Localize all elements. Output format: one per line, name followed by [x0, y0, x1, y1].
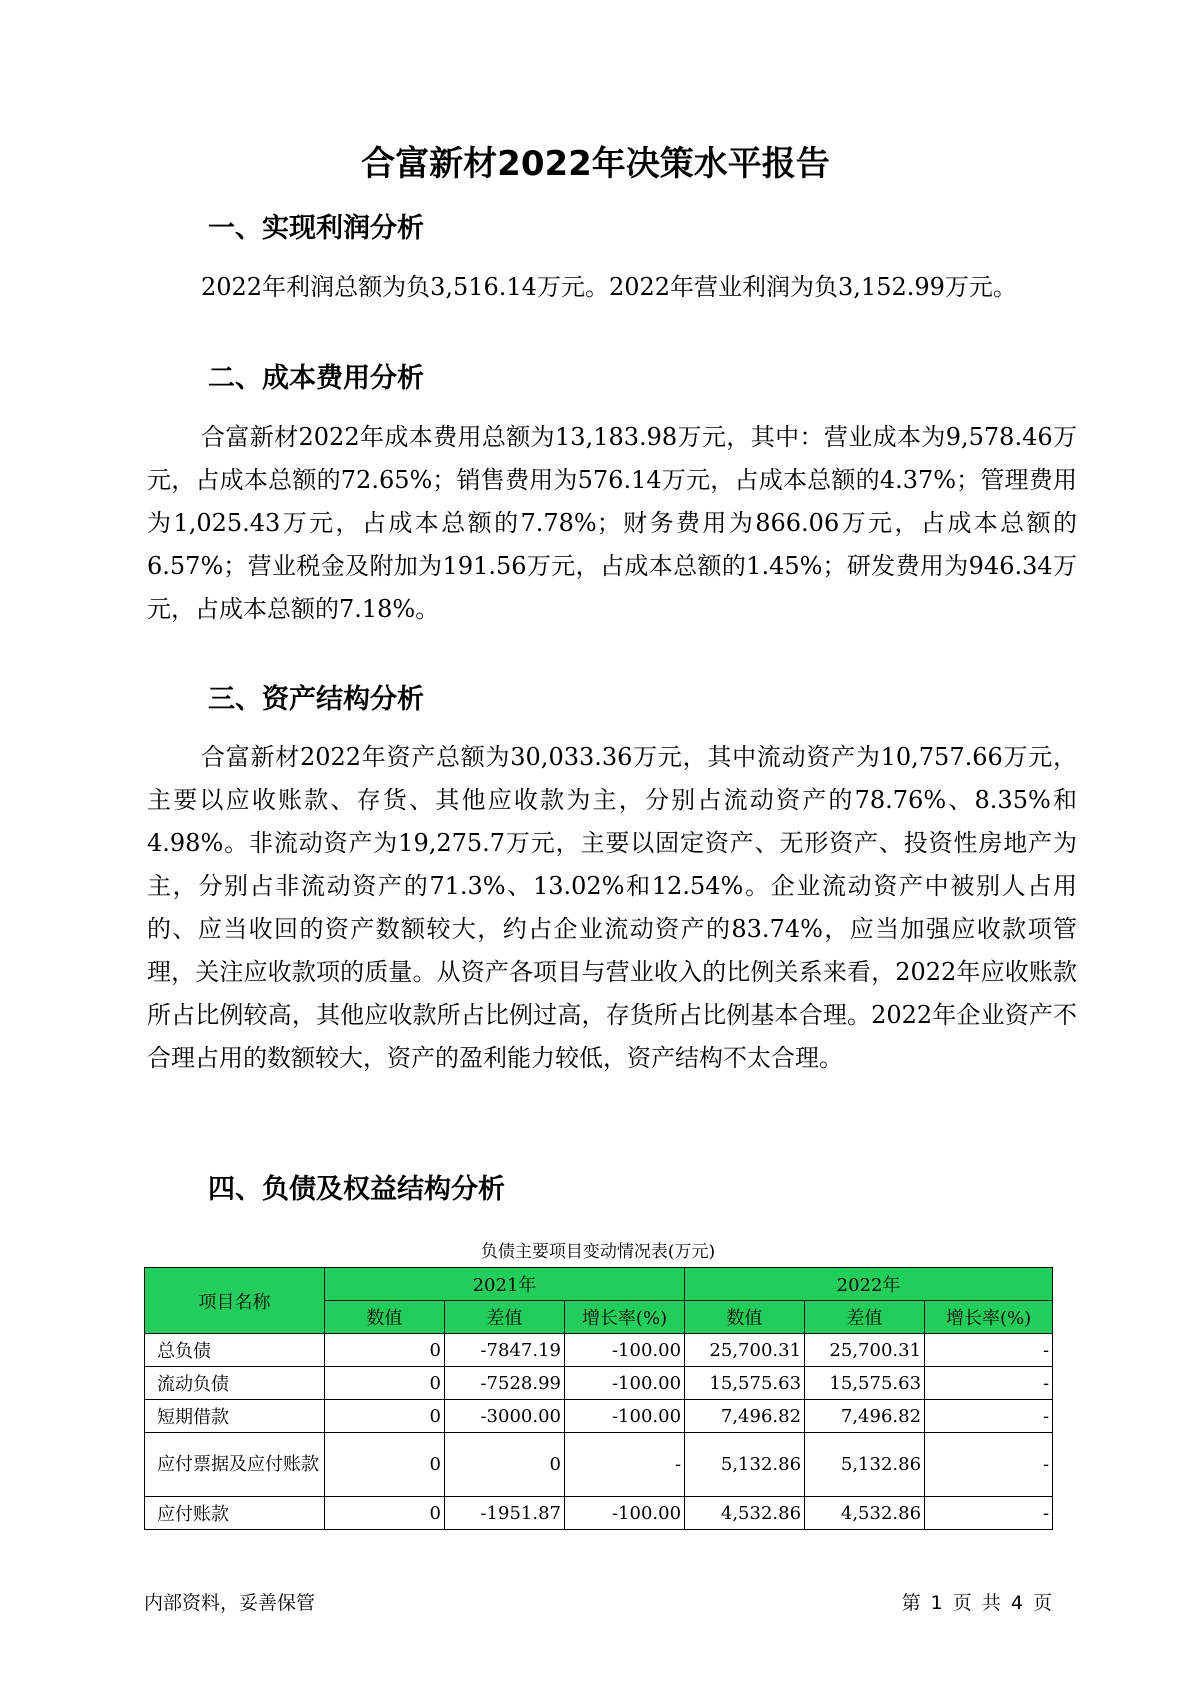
row-value-2022: 25,700.31 — [685, 1334, 805, 1367]
header-diff-2021: 差值 — [445, 1301, 565, 1334]
row-diff-2021: -3000.00 — [445, 1400, 565, 1433]
liabilities-table — [144, 1267, 1053, 1530]
row-name: 应付票据及应付账款 — [145, 1433, 325, 1497]
section-heading-liabilities: 四、负债及权益结构分析 — [208, 1174, 505, 1205]
row-growth-2022: - — [925, 1400, 1053, 1433]
row-diff-2022: 5,132.86 — [805, 1433, 925, 1497]
row-value-2021: 0 — [325, 1334, 445, 1367]
row-name: 短期借款 — [145, 1400, 325, 1433]
header-year-2021: 2021年 — [325, 1268, 685, 1301]
row-value-2022: 5,132.86 — [685, 1433, 805, 1497]
section-heading-cost: 二、成本费用分析 — [208, 363, 424, 394]
row-name: 总负债 — [145, 1334, 325, 1367]
row-diff-2022: 4,532.86 — [805, 1497, 925, 1530]
row-value-2021: 0 — [325, 1400, 445, 1433]
section-heading-profit: 一、实现利润分析 — [208, 213, 424, 244]
row-value-2021: 0 — [325, 1433, 445, 1497]
section-paragraph-cost: 合富新材2022年成本费用总额为13,183.98万元，其中：营业成本为9,578.46万元，占成本总额的72.65%；销售费用为576.14万元，占成本总额的4.37%；管理费用为1,025.43万元，占成本总额的7.78%；财务费用为866.06万元，占成本总额的6.57%；营业税金及附加为191.56万元，占成本总额的1.45%；研发费用为946.34万元，占成本总额的7.18%。 — [147, 423, 1077, 623]
row-growth-2022: - — [925, 1334, 1053, 1367]
header-item-name: 项目名称 — [145, 1268, 325, 1334]
header-value-2022: 数值 — [685, 1301, 805, 1334]
table-row — [145, 1334, 1053, 1367]
row-value-2022: 15,575.63 — [685, 1367, 805, 1400]
table-row — [145, 1497, 1053, 1530]
footer-page-number: 第 1 页 共 4 页 — [901, 1592, 1052, 1614]
section-paragraph-profit: 2022年利润总额为负3,516.14万元。2022年营业利润为负3,152.99万元。 — [201, 273, 1017, 301]
row-value-2022: 7,496.82 — [685, 1400, 805, 1433]
header-growth-2021: 增长率(%) — [565, 1301, 685, 1334]
table-row — [145, 1367, 1053, 1400]
row-diff-2021: -7847.19 — [445, 1334, 565, 1367]
row-growth-2021: - — [565, 1433, 685, 1497]
row-name: 应付账款 — [145, 1497, 325, 1530]
header-year-2022: 2022年 — [685, 1268, 1053, 1301]
row-growth-2022: - — [925, 1367, 1053, 1400]
row-name: 流动负债 — [145, 1367, 325, 1400]
row-growth-2021: -100.00 — [565, 1400, 685, 1433]
section-heading-assets: 三、资产结构分析 — [208, 684, 424, 715]
table-row — [145, 1400, 1053, 1433]
header-diff-2022: 差值 — [805, 1301, 925, 1334]
header-value-2021: 数值 — [325, 1301, 445, 1334]
row-diff-2022: 7,496.82 — [805, 1400, 925, 1433]
row-growth-2022: - — [925, 1433, 1053, 1497]
row-growth-2021: -100.00 — [565, 1367, 685, 1400]
row-value-2021: 0 — [325, 1367, 445, 1400]
table-caption: 负债主要项目变动情况表(万元) — [480, 1242, 716, 1262]
row-diff-2022: 25,700.31 — [805, 1334, 925, 1367]
row-value-2021: 0 — [325, 1497, 445, 1530]
header-growth-2022: 增长率(%) — [925, 1301, 1053, 1334]
table-row — [145, 1433, 1053, 1497]
row-growth-2021: -100.00 — [565, 1334, 685, 1367]
row-diff-2022: 15,575.63 — [805, 1367, 925, 1400]
section-paragraph-assets: 合富新材2022年资产总额为30,033.36万元，其中流动资产为10,757.66万元，主要以应收账款、存货、其他应收款为主，分别占流动资产的78.76%、8.35%和4.98%。非流动资产为19,275.7万元，主要以固定资产、无形资产、投资性房地产为主，分别占非流动资产的71.3%、13.02%和12.54%。企业流动资产中被别人占用的、应当收回的资产数额较大，约占企业流动资产的83.74%，应当加强应收款项管理，关注应收款项的质量。从资产各项目与营业收入的比例关系来看，2022年应收账款所占比例较高，其他应收款所占比例过高，存货所占比例基本合理。2022年企业资产不合理占用的数额较大，资产的盈利能力较低，资产结构不太合理。 — [147, 743, 1077, 1072]
row-diff-2021: -7528.99 — [445, 1367, 565, 1400]
row-growth-2021: -100.00 — [565, 1497, 685, 1530]
row-diff-2021: 0 — [445, 1433, 565, 1497]
row-diff-2021: -1951.87 — [445, 1497, 565, 1530]
row-growth-2022: - — [925, 1497, 1053, 1530]
footer-confidential-note: 内部资料，妥善保管 — [144, 1592, 316, 1614]
table-header-row-years — [145, 1268, 1053, 1301]
row-value-2022: 4,532.86 — [685, 1497, 805, 1530]
document-title: 合富新材2022年决策水平报告 — [361, 144, 830, 184]
